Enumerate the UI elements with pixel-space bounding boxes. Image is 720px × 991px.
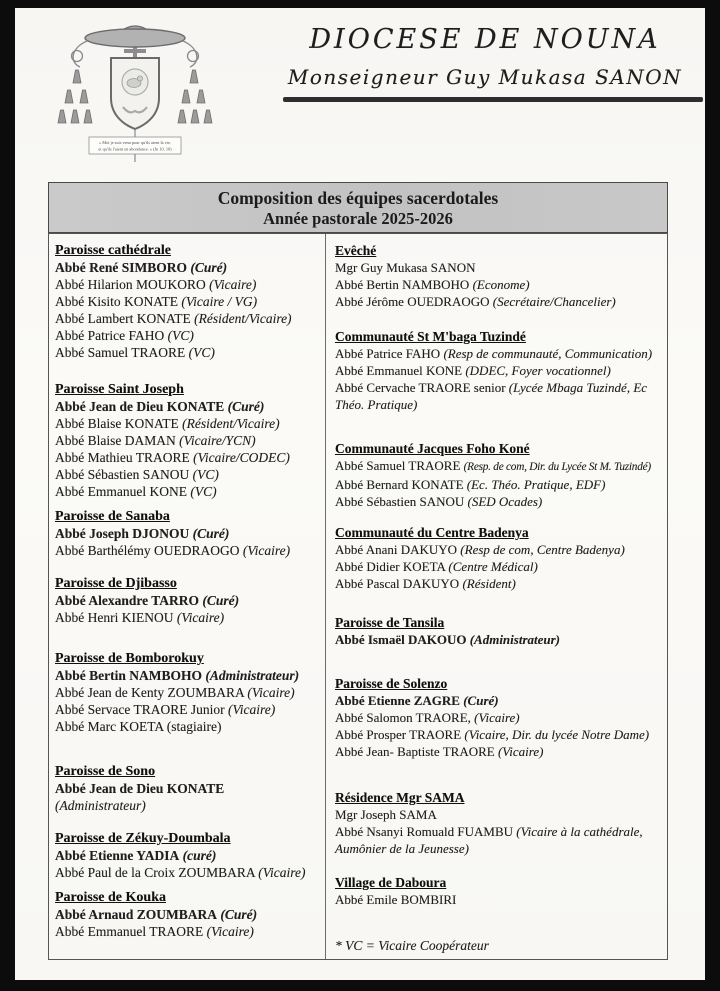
person-role: (Econome) (472, 277, 530, 292)
parish-section (55, 381, 321, 500)
section-heading: Paroisse de Sanaba (55, 509, 170, 524)
person-entry (335, 345, 665, 362)
section-heading: Paroisse de Bomborokuy (55, 651, 204, 666)
parish-section (55, 575, 321, 626)
person-name: Abbé Emmanuel KONE (335, 363, 463, 378)
crest-motto (89, 137, 181, 154)
person-entry (55, 542, 321, 559)
footnote: * VC = Vicaire Coopérateur (335, 938, 489, 953)
person-role: (SED Ocades) (467, 494, 543, 509)
roster-column-right (326, 234, 667, 959)
section-heading: Communauté Jacques Foho Koné (335, 441, 530, 456)
person-entry (335, 558, 665, 575)
person-name: Abbé René SIMBORO (55, 260, 188, 275)
document-page (15, 8, 705, 980)
person-entry (55, 327, 321, 344)
diocese-title: DIOCESE DE NOUNA (309, 24, 661, 55)
person-role: (Résident/Vicaire) (194, 311, 292, 326)
person-role: (Lycée Mbaga Tuzindé, Ec Théo. Pratique) (335, 380, 648, 412)
person-entry (55, 684, 321, 701)
person-role: (Resp de com, Centre Badenya) (460, 542, 625, 557)
person-entry (335, 575, 665, 592)
person-name: Abbé Bertin NAMBOHO (55, 668, 202, 683)
person-name: Abbé Prosper TRAORE (335, 727, 462, 742)
section-heading: Evêché (335, 243, 377, 258)
person-entry (55, 310, 321, 327)
person-name: Abbé Etienne YADIA (55, 848, 180, 863)
person-role: (Curé) (190, 260, 228, 275)
person-entry (335, 823, 665, 857)
person-name: Abbé Didier KOETA (335, 559, 446, 574)
person-entry (335, 476, 665, 493)
person-entry (55, 398, 321, 415)
section-heading: Paroisse Saint Joseph (55, 382, 184, 397)
section-heading: Communauté du Centre Badenya (335, 525, 529, 540)
person-entry (55, 780, 321, 797)
person-role: (Vicaire, Dir. du lycée Notre Dame) (464, 727, 650, 742)
person-role: (VC) (167, 328, 194, 343)
parish-section (335, 614, 665, 648)
person-role: (Vicaire/CODEC) (193, 450, 290, 465)
person-entry (335, 541, 665, 558)
person-role: (Secrétaire/Chancelier) (492, 294, 616, 309)
person-name: Mgr Guy Mukasa SANON (335, 260, 476, 275)
person-entry (55, 906, 321, 923)
person-entry (335, 457, 665, 476)
person-name: Abbé Alexandre TARRO (55, 593, 200, 608)
person-role: (Résident) (462, 576, 516, 591)
person-entry (335, 493, 665, 510)
right-sections (335, 242, 665, 908)
person-entry (335, 743, 665, 760)
person-name: Abbé Lambert KONATE (55, 311, 191, 326)
person-name: Abbé Emmanuel KONE (55, 484, 187, 499)
person-role: (Administrateur) (205, 668, 300, 683)
parish-section (55, 889, 321, 940)
person-name: Abbé Joseph DJONOU (55, 526, 190, 541)
person-entry (335, 293, 665, 310)
person-role: (Ec. Théo. Pratique, EDF) (466, 477, 606, 492)
crest-tassels-left-icon (58, 41, 92, 123)
roster-table (48, 233, 668, 960)
person-name: Mgr Joseph SAMA (335, 807, 437, 822)
person-entry (55, 701, 321, 718)
person-role: (Curé) (227, 399, 265, 414)
person-name: Abbé Servace TRAORE Junior (55, 702, 225, 717)
left-sections (55, 242, 321, 940)
person-role: (Vicaire à la cathédrale, Aumônier de la Jeunesse) (335, 824, 643, 856)
person-name: Abbé Patrice FAHO (335, 346, 441, 361)
person-name: Abbé Jean de Dieu KONATE (55, 399, 225, 414)
person-entry (55, 483, 321, 500)
person-entry (55, 797, 321, 814)
person-name: Abbé Barthélémy OUEDRAOGO (55, 543, 240, 558)
person-entry (335, 276, 665, 293)
parish-section (335, 874, 665, 908)
person-name: Abbé Jean de Dieu KONATE (55, 781, 225, 796)
person-name: Abbé Etienne ZAGRE (335, 693, 460, 708)
person-role: (Vicaire/YCN) (179, 433, 256, 448)
crest-motto-line1: « Moi je suis venu pour qu'ils aient la vie, (99, 140, 171, 145)
section-heading: Paroisse de Zékuy-Doumbala (55, 831, 231, 846)
person-entry (55, 415, 321, 432)
section-heading: Village de Daboura (335, 875, 447, 890)
person-role: (Vicaire) (242, 543, 291, 558)
person-name: Abbé Anani DAKUYO (335, 542, 458, 557)
person-role: (Resp de communauté, Communication) (443, 346, 653, 361)
person-entry (335, 362, 665, 379)
person-entry (55, 525, 321, 542)
person-name: Abbé Cervache TRAORE senior (335, 380, 506, 395)
roster-column-left (49, 234, 326, 959)
crest-motto-line2: et qu'ils l'aient en abondance. » (Jn 10, 10) (98, 146, 172, 152)
person-name: Abbé Mathieu TRAORE (55, 450, 190, 465)
parish-section (55, 830, 321, 881)
person-role: (Curé) (220, 907, 258, 922)
person-entry (335, 709, 665, 726)
person-name: Abbé Jean- Baptiste TRAORE (335, 744, 495, 759)
person-name: Abbé Blaise DAMAN (55, 433, 176, 448)
bishop-name: Monseigneur Guy Mukasa SANON (287, 65, 683, 89)
person-entry (55, 466, 321, 483)
person-entry (55, 344, 321, 361)
section-heading: Paroisse de Solenzo (335, 676, 448, 691)
person-role: (Vicaire) (247, 685, 295, 700)
person-name: Abbé Pascal DAKUYO (335, 576, 460, 591)
person-entry (55, 276, 321, 293)
person-entry (55, 432, 321, 449)
person-name: Abbé Nsanyi Romuald FUAMBU (335, 824, 514, 839)
person-role: (Curé) (192, 526, 230, 541)
parish-section (335, 328, 665, 413)
person-name: Abbé Salomon TRAORE, (335, 710, 471, 725)
person-role: (Vicaire) (227, 702, 276, 717)
person-name: Abbé Marc KOETA (55, 719, 164, 734)
person-name: Abbé Jérôme OUEDRAOGO (335, 294, 490, 309)
person-role: (Vicaire) (474, 710, 520, 725)
person-entry (335, 692, 665, 709)
person-entry (55, 293, 321, 310)
person-role: (Resp. de com, Dir. du Lycée St M. Tuzindé) (463, 461, 651, 473)
section-heading: Paroisse de Sono (55, 764, 156, 779)
person-entry (55, 923, 321, 940)
document-title-box (48, 182, 668, 233)
parish-section (55, 242, 321, 361)
person-name: Abbé Jean de Kenty ZOUMBARA (55, 685, 244, 700)
person-entry (335, 726, 665, 743)
person-name: Abbé Patrice FAHO (55, 328, 165, 343)
section-heading: Communauté St M'baga Tuzindé (335, 329, 526, 344)
person-role: (Curé) (202, 593, 240, 608)
person-name: Abbé Samuel TRAORE (335, 458, 461, 473)
document-title: Composition des équipes sacerdotales (217, 188, 499, 208)
parish-section (55, 508, 321, 559)
episcopal-crest-icon (53, 10, 218, 165)
person-role: (curé) (182, 848, 217, 863)
person-name: Abbé Arnaud ZOUMBARA (55, 907, 218, 922)
parish-section (55, 650, 321, 735)
parish-section (335, 524, 665, 592)
person-entry (335, 806, 665, 823)
person-role: (DDEC, Foyer vocationnel) (465, 363, 611, 378)
person-name: Abbé Emmanuel TRAORE (55, 924, 204, 939)
person-role: (VC) (192, 467, 219, 482)
person-name: Abbé Hilarion MOUKORO (55, 277, 206, 292)
person-name: Abbé Sébastien SANOU (55, 467, 190, 482)
crest-shield-icon (111, 58, 159, 129)
person-name: Abbé Bertin NAMBOHO (335, 277, 470, 292)
person-entry (335, 259, 665, 276)
parish-section (335, 242, 665, 310)
section-heading: Paroisse cathédrale (55, 243, 171, 258)
person-role: (Administrateur) (55, 798, 146, 813)
parish-section (335, 440, 665, 510)
person-role: (Vicaire / VG) (181, 294, 258, 309)
parish-section (335, 675, 665, 760)
person-name: Abbé Bernard KONATE (335, 477, 464, 492)
person-role: (Administrateur) (469, 632, 560, 647)
parish-section (335, 789, 665, 857)
person-role: (Vicaire) (497, 744, 544, 759)
person-entry (55, 667, 321, 684)
section-heading: Paroisse de Djibasso (55, 576, 177, 591)
person-name: Abbé Sébastien SANOU (335, 494, 465, 509)
person-role: (VC) (190, 484, 217, 499)
person-role: (Résident/Vicaire) (182, 416, 280, 431)
person-role: (Vicaire) (176, 610, 225, 625)
person-role: (Vicaire) (258, 865, 306, 880)
person-name: Abbé Blaise KONATE (55, 416, 179, 431)
section-heading: Paroisse de Tansila (335, 615, 445, 630)
person-name: Abbé Samuel TRAORE (55, 345, 186, 360)
header-rule (283, 97, 703, 102)
person-entry (55, 259, 321, 276)
person-name: Abbé Paul de la Croix ZOUMBARA (55, 865, 255, 880)
masthead (270, 24, 700, 89)
section-heading: Paroisse de Kouka (55, 890, 166, 905)
person-role: (Centre Médical) (448, 559, 538, 574)
person-entry (55, 449, 321, 466)
person-entry (55, 609, 321, 626)
person-role: (Vicaire) (206, 924, 254, 939)
document-subtitle: Année pastorale 2025-2026 (263, 209, 453, 228)
parish-section (55, 763, 321, 814)
person-role: (Vicaire) (209, 277, 257, 292)
person-entry (335, 631, 665, 648)
crest-tassels-right-icon (178, 41, 212, 123)
person-entry (335, 379, 665, 413)
person-entry (55, 864, 321, 881)
person-entry (55, 718, 321, 735)
person-entry (335, 891, 665, 908)
person-entry (55, 847, 321, 864)
person-name: Abbé Henri KIENOU (55, 610, 174, 625)
person-role: (stagiaire) (166, 719, 222, 734)
section-heading: Résidence Mgr SAMA (335, 790, 465, 805)
person-role: (Curé) (463, 693, 499, 708)
galero-hat-icon (85, 26, 185, 47)
person-name: Abbé Emile BOMBIRI (335, 892, 457, 907)
person-name: Abbé Ismaël DAKOUO (335, 632, 467, 647)
person-name: Abbé Kisito KONATE (55, 294, 178, 309)
person-entry (55, 592, 321, 609)
person-role: (VC) (188, 345, 215, 360)
